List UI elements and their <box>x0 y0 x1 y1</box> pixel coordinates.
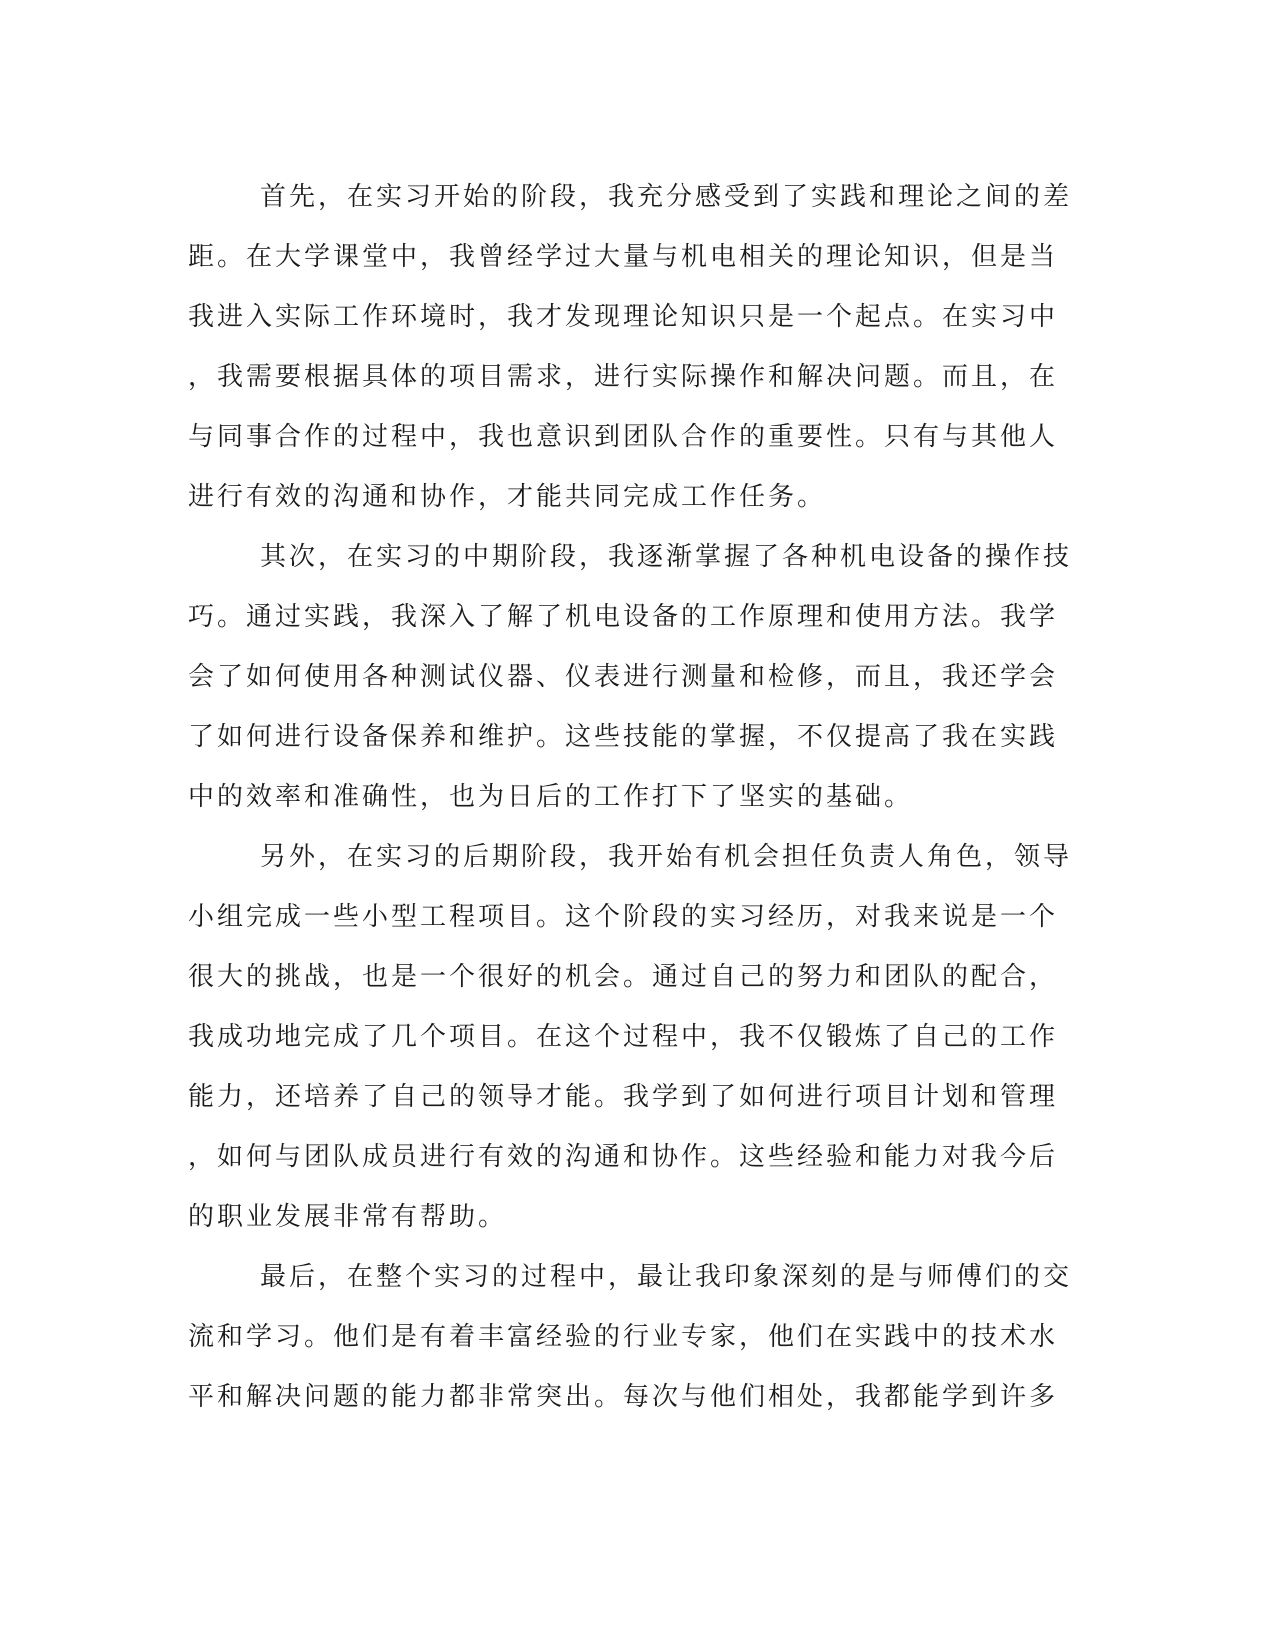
paragraph-1-line-4: ，我需要根据具体的项目需求，进行实际操作和解决问题。而且，在 <box>188 362 1059 392</box>
paragraph-1-line-2: 距。在大学课堂中，我曾经学过大量与机电相关的理论知识，但是当 <box>188 242 1059 272</box>
paragraph-3-line-5: 能力，还培养了自己的领导才能。我学到了如何进行项目计划和管理 <box>188 1082 1059 1112</box>
body-text <box>188 167 1088 1427</box>
paragraph-1-line-1: 首先，在实习开始的阶段，我充分感受到了实践和理论之间的差 <box>260 182 1073 212</box>
paragraph-2-line-4: 了如何进行设备保养和维护。这些技能的掌握，不仅提高了我在实践 <box>188 722 1059 752</box>
paragraph-4-line-2: 流和学习。他们是有着丰富经验的行业专家，他们在实践中的技术水 <box>188 1322 1059 1352</box>
paragraph-3-line-6: ，如何与团队成员进行有效的沟通和协作。这些经验和能力对我今后 <box>188 1142 1059 1172</box>
paragraph-3-line-4: 我成功地完成了几个项目。在这个过程中，我不仅锻炼了自己的工作 <box>188 1022 1059 1052</box>
paragraph-2-line-1: 其次，在实习的中期阶段，我逐渐掌握了各种机电设备的操作技 <box>260 542 1073 572</box>
paragraph-3-line-2: 小组完成一些小型工程项目。这个阶段的实习经历，对我来说是一个 <box>188 902 1059 932</box>
paragraph-2-line-3: 会了如何使用各种测试仪器、仪表进行测量和检修，而且，我还学会 <box>188 662 1059 692</box>
paragraph-3-line-3: 很大的挑战，也是一个很好的机会。通过自己的努力和团队的配合， <box>188 962 1059 992</box>
paragraph-3-line-1: 另外，在实习的后期阶段，我开始有机会担任负责人角色，领导 <box>260 842 1073 872</box>
paragraph-1-line-3: 我进入实际工作环境时，我才发现理论知识只是一个起点。在实习中 <box>188 302 1059 332</box>
paragraph-2-line-5: 中的效率和准确性，也为日后的工作打下了坚实的基础。 <box>188 782 914 812</box>
paragraph-1-line-6: 进行有效的沟通和协作，才能共同完成工作任务。 <box>188 482 827 512</box>
paragraph-4-line-3: 平和解决问题的能力都非常突出。每次与他们相处，我都能学到许多 <box>188 1382 1059 1412</box>
paragraph-1-line-5: 与同事合作的过程中，我也意识到团队合作的重要性。只有与其他人 <box>188 422 1059 452</box>
paragraph-3-line-7: 的职业发展非常有帮助。 <box>188 1202 508 1232</box>
paragraph-4-line-1: 最后，在整个实习的过程中，最让我印象深刻的是与师傅们的交 <box>260 1262 1073 1292</box>
paragraph-2-line-2: 巧。通过实践，我深入了解了机电设备的工作原理和使用方法。我学 <box>188 602 1059 632</box>
